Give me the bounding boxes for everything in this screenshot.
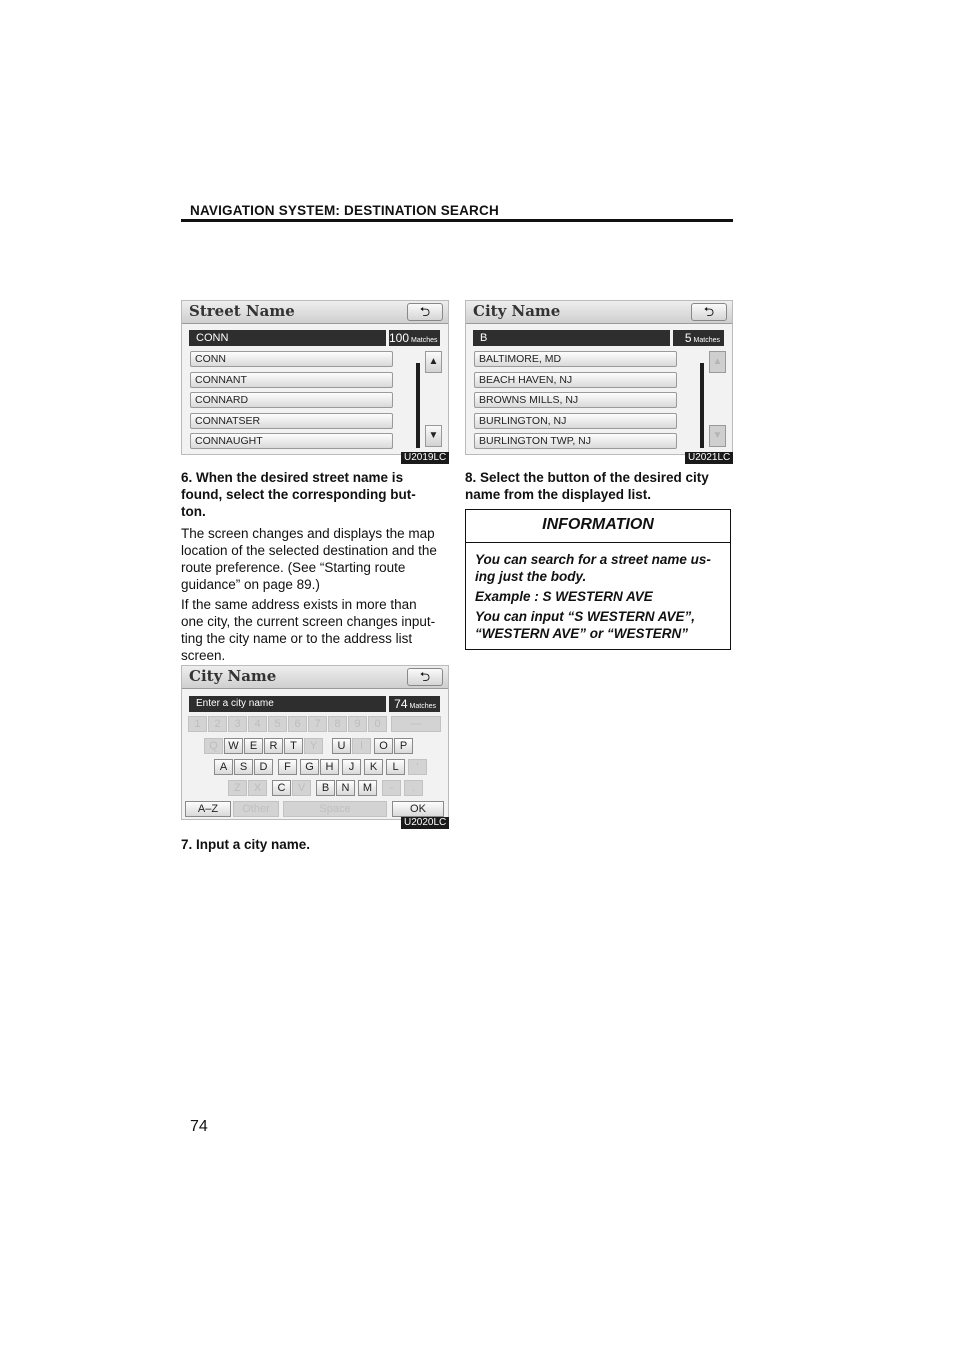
keyboard-key[interactable]: 1 [188, 716, 207, 732]
keyboard-key[interactable]: P [394, 738, 413, 754]
keyboard-key[interactable]: G [300, 759, 319, 775]
scroll-down-button[interactable] [709, 425, 726, 447]
page-number: 74 [190, 1118, 208, 1135]
street-name-screen [181, 300, 449, 455]
keyboard-key[interactable]: D [254, 759, 273, 775]
screen-title: Street Name [189, 302, 295, 320]
arrow-up-icon: ▲ [712, 356, 723, 367]
paragraph-line: The screen changes and displays the map [181, 526, 435, 541]
keyboard-key[interactable]: 9 [348, 716, 367, 732]
scrollbar[interactable] [700, 363, 704, 448]
match-count-badge [673, 330, 724, 346]
screen-title: City Name [189, 667, 277, 685]
screen-title-bar [466, 301, 732, 324]
keyboard-key[interactable]: 5 [268, 716, 287, 732]
search-input-display: CONN [189, 330, 386, 346]
information-line: “WESTERN AVE” or “WESTERN” [475, 626, 689, 641]
back-button[interactable] [407, 668, 443, 686]
keyboard-key[interactable]: K [364, 759, 383, 775]
paragraph-screen-changes [181, 525, 447, 593]
city-name-list-screen [465, 300, 733, 455]
back-button[interactable] [691, 303, 727, 321]
back-arrow-icon: ⮌ [419, 304, 431, 319]
keyboard-key[interactable]: ' [408, 759, 427, 775]
step-8-line: name from the displayed list. [465, 487, 652, 502]
keyboard-key[interactable]: O [374, 738, 393, 754]
list-item[interactable]: BROWNS MILLS, NJ [474, 392, 677, 408]
paragraph-line: route preference. (See “Starting route [181, 560, 406, 575]
ok-button[interactable]: OK [392, 801, 444, 817]
information-line: You can input “S WESTERN AVE”, [475, 609, 696, 624]
keyboard-key[interactable]: 6 [288, 716, 307, 732]
scroll-up-button[interactable] [709, 351, 726, 373]
step-8 [465, 469, 733, 503]
city-name-input[interactable]: Enter a city name [189, 696, 386, 712]
step-6-line: ton. [181, 504, 206, 519]
running-head: NAVIGATION SYSTEM: DESTINATION SEARCH [190, 203, 499, 218]
keyboard-key[interactable]: J [342, 759, 361, 775]
arrow-down-icon: ▼ [712, 430, 723, 441]
list-item[interactable]: CONNAUGHT [190, 433, 393, 449]
list-item[interactable]: BURLINGTON TWP, NJ [474, 433, 677, 449]
arrow-down-icon: ▼ [428, 430, 439, 441]
screen-title-bar [182, 301, 448, 324]
step-6-line: found, select the corresponding but- [181, 487, 416, 502]
keyboard-key[interactable]: Z [228, 780, 247, 796]
information-line: ing just the body. [475, 569, 587, 584]
match-count: 74 [394, 697, 408, 711]
scroll-up-button[interactable] [425, 351, 442, 373]
paragraph-line: screen. [181, 648, 226, 663]
keyboard-key[interactable]: 8 [328, 716, 347, 732]
list-item[interactable]: CONNANT [190, 372, 393, 388]
keyboard-key[interactable]: Y [304, 738, 323, 754]
keyboard-key[interactable]: E [244, 738, 263, 754]
matches-label: Matches [411, 337, 438, 344]
information-line: You can search for a street name us- [475, 552, 711, 567]
keyboard-key[interactable]: 3 [228, 716, 247, 732]
list-item[interactable]: BURLINGTON, NJ [474, 413, 677, 429]
list-item[interactable]: BALTIMORE, MD [474, 351, 677, 367]
list-item[interactable]: BEACH HAVEN, NJ [474, 372, 677, 388]
keyboard-key[interactable]: - [382, 780, 401, 796]
keyboard-key[interactable]: L [386, 759, 405, 775]
keyboard-key[interactable]: . [404, 780, 423, 796]
keyboard-key[interactable]: W [224, 738, 243, 754]
city-name-keyboard-screen [181, 665, 449, 820]
keyboard-key[interactable]: S [234, 759, 253, 775]
step-6-line: 6. When the desired street name is [181, 470, 404, 485]
keyboard-key[interactable]: N [336, 780, 355, 796]
screen-title-bar [182, 666, 448, 689]
keyboard-key[interactable]: X [248, 780, 267, 796]
list-item[interactable]: CONN [190, 351, 393, 367]
keyboard-key[interactable]: V [292, 780, 311, 796]
header-rule [181, 219, 733, 222]
back-arrow-icon: ⮌ [703, 304, 715, 319]
a-z-button[interactable]: A–Z [185, 801, 231, 817]
screen-title: City Name [473, 302, 561, 320]
step-8-line: 8. Select the button of the desired city [465, 470, 709, 485]
keyboard-key[interactable]: I [352, 738, 371, 754]
match-count-badge [389, 330, 440, 346]
keyboard-key[interactable]: 2 [208, 716, 227, 732]
keyboard-key[interactable]: 4 [248, 716, 267, 732]
keyboard-key[interactable]: T [284, 738, 303, 754]
keyboard-key[interactable]: U [332, 738, 351, 754]
keyboard-key[interactable]: B [316, 780, 335, 796]
other-button[interactable]: Other [233, 801, 279, 817]
keyboard-key[interactable]: 0 [368, 716, 387, 732]
paragraph-line: ting the city name or to the address list [181, 631, 413, 646]
search-input-display: B [473, 330, 670, 346]
paragraph-same-address [181, 596, 447, 664]
scroll-down-button[interactable] [425, 425, 442, 447]
figure-label: U2020LC [401, 817, 449, 829]
information-box [465, 509, 731, 650]
matches-label: Matches [693, 337, 720, 344]
step-7: 7. Input a city name. [181, 837, 311, 852]
figure-label: U2019LC [401, 452, 449, 464]
keyboard-key[interactable]: M [358, 780, 377, 796]
paragraph-line: location of the selected destination and the [181, 543, 437, 558]
step-6 [181, 469, 447, 520]
information-title: INFORMATION [542, 516, 654, 533]
back-arrow-icon: ⮌ [419, 669, 431, 684]
arrow-up-icon: ▲ [428, 356, 439, 367]
scrollbar[interactable] [416, 363, 420, 448]
paragraph-line: one city, the current screen changes input- [181, 614, 436, 629]
keyboard-key[interactable]: R [264, 738, 283, 754]
space-button[interactable]: Space [283, 801, 387, 817]
match-count-badge [389, 696, 440, 712]
figure-label: U2021LC [685, 452, 733, 464]
information-line: Example : S WESTERN AVE [475, 589, 653, 604]
keyboard-key[interactable]: F [278, 759, 297, 775]
information-divider [466, 542, 730, 543]
matches-label: Matches [409, 703, 436, 710]
paragraph-line: If the same address exists in more than [181, 597, 417, 612]
match-count: 5 [684, 331, 692, 345]
paragraph-line: guidance” on page 89.) [181, 577, 320, 592]
list-item[interactable]: CONNATSER [190, 413, 393, 429]
match-count: 100 [389, 331, 410, 345]
keyboard-key[interactable]: A [214, 759, 233, 775]
keyboard-key[interactable]: C [272, 780, 291, 796]
keyboard-key[interactable]: 7 [308, 716, 327, 732]
keyboard-key[interactable]: H [320, 759, 339, 775]
keyboard-key[interactable]: Q [204, 738, 223, 754]
back-button[interactable] [407, 303, 443, 321]
list-item[interactable]: CONNARD [190, 392, 393, 408]
delete-key[interactable]: — [391, 716, 441, 732]
